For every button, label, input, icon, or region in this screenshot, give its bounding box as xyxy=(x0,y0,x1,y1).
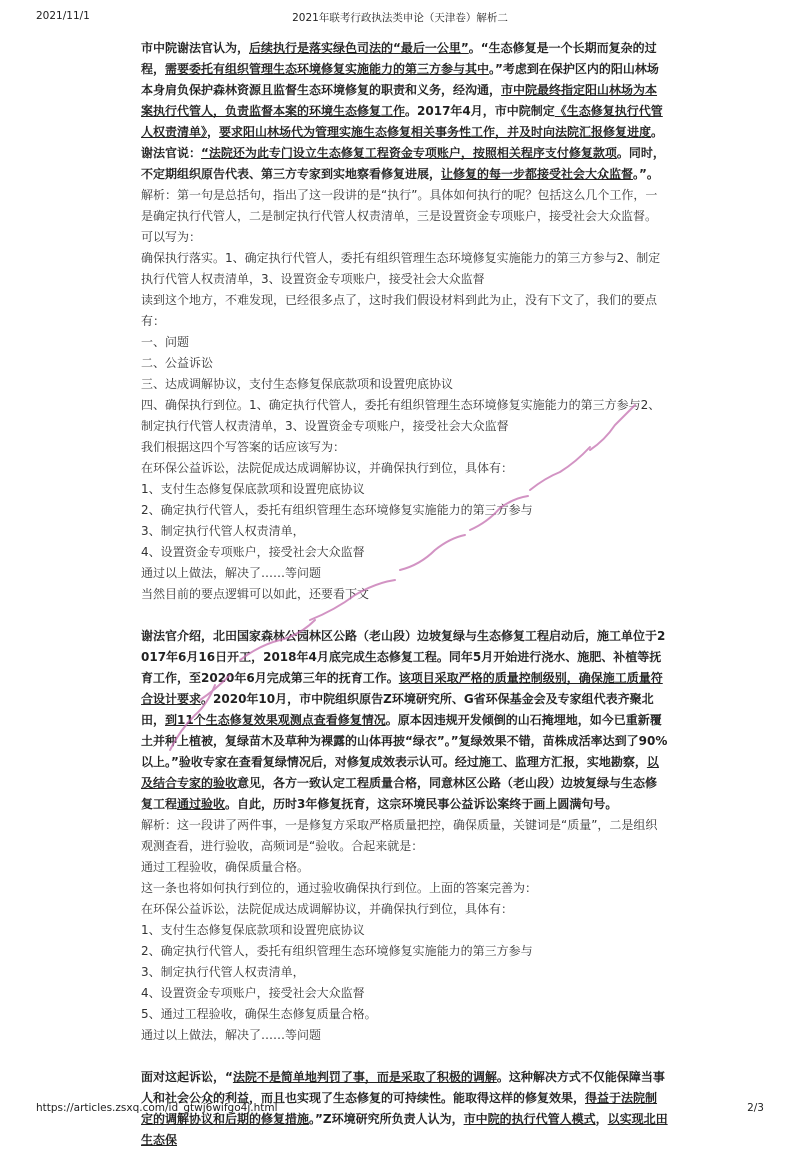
analysis-line: 读到这个地方，不难发现，已经很多点了，这时我们假设材料到此为止，没有下文了，我们的要点有： xyxy=(141,293,658,328)
paragraph-gap xyxy=(141,605,668,626)
analysis-line: 解析：这一段讲了两件事，一是修复方采取严格质量把控，确保质量，关键词是“质量”，二是组织观测查看，进行验收，高频词是“验收。合起来就是： xyxy=(141,818,658,853)
text-run: 。2017年4月，市中院制定 xyxy=(405,104,555,118)
material-paragraph-2 xyxy=(141,626,668,815)
page-url: https://articles.zsxq.com/id_gtwj6wifgo4j.html xyxy=(36,1102,278,1114)
analysis-line: 3、制定执行代管人权责清单， xyxy=(141,965,305,979)
paragraph-gap xyxy=(141,1046,668,1067)
analysis-line: 一、问题 xyxy=(141,335,190,349)
analysis-line: 在环保公益诉讼，法院促成达成调解协议，并确保执行到位，具体有： xyxy=(141,902,514,916)
analysis-line: 确保执行落实。1、确定执行代管人，委托有组织管理生态环境修复实施能力的第三方参与2、制定执行代管人权责清单，3、设置资金专项账户，接受社会大众监督 xyxy=(141,251,661,286)
text-run: 意见，各方一致认定工程质量合格，同意林区公路（老山段）边坡复绿与生态修复工程 xyxy=(141,776,658,811)
text-run: 。这种解决方式不仅能保障当事人和社会公众的利益，而且也实现了生态修复的可持续性。能取得这样的修复效果， xyxy=(141,1070,665,1105)
analysis-line: 1、支付生态修复保底款项和设置兜底协议 xyxy=(141,482,365,496)
underlined-key-phrase: 需要委托有组织管理生态环境修复实施能力的第三方参与其中 xyxy=(165,62,490,76)
text-run: 谢法官介绍，北田国家森林公园林区公路（老山段）边坡复绿与生态修复工程启动后，施工单位于2017年6月16日开工，2018年4月底完成生态修复工程。同年5月开始进行浇水、施肥、补植等抚育工作，至2020年6月完成第三年的抚育工作。 xyxy=(141,629,666,685)
analysis-line: 我们根据这四个写答案的话应该写为： xyxy=(141,440,346,454)
analysis-line: 5、通过工程验收，确保生态修复质量合格。 xyxy=(141,1007,377,1021)
material-paragraph-1 xyxy=(141,38,668,185)
analysis-line: 在环保公益诉讼，法院促成达成调解协议，并确保执行到位，具体有： xyxy=(141,461,514,475)
underlined-key-phrase: 得益于法院制定的调解协议和后期的修复措施 xyxy=(141,1091,658,1126)
analysis-line: 3、制定执行代管人权责清单， xyxy=(141,524,305,538)
page-number: 2/3 xyxy=(747,1102,764,1114)
underlined-key-phrase: 到11个生态修复效果观测点查看修复情况 xyxy=(165,713,386,727)
underlined-key-phrase: “法院还为此专门设立生态修复工程资金专项账户，按照相关程序支付修复款项 xyxy=(201,146,617,160)
analysis-line: 解析：第一句是总括句，指出了这一段讲的是“执行”。具体如何执行的呢？包括这么几个工作，一是确定执行代管人，二是制定执行代管人权责清单，三是设置资金专项账户，接受社会大众监督。可以写为： xyxy=(141,188,658,244)
text-run: 。自此，历时3年修复抚育，这宗环境民事公益诉讼案终于画上圆满句号。 xyxy=(225,797,618,811)
analysis-line: 4、设置资金专项账户，接受社会大众监督 xyxy=(141,545,365,559)
text-run: 。同时，不定期组织原告代表、第三方专家到实地察看修复进展， xyxy=(141,146,665,181)
underlined-key-phrase: 后续执行是落实绿色司法的“最后一公里” xyxy=(249,41,469,55)
text-run: ， xyxy=(595,1112,608,1126)
analysis-line: 2、确定执行代管人，委托有组织管理生态环境修复实施能力的第三方参与 xyxy=(141,944,533,958)
underlined-key-phrase: 要求阳山林场代为管理实施生态修复相关事务性工作，并及时向法院汇报修复进度 xyxy=(219,125,652,139)
text-run: 。”Z环境研究所负责人认为， xyxy=(309,1112,464,1126)
underlined-key-phrase: 市中院的执行代管人模式 xyxy=(463,1112,596,1126)
analysis-line: 2、确定执行代管人，委托有组织管理生态环境修复实施能力的第三方参与 xyxy=(141,503,533,517)
analysis-line: 当然目前的要点逻辑可以如此，还要看下文 xyxy=(141,587,370,601)
text-run: 面对这起诉讼，“ xyxy=(141,1070,233,1084)
text-run: 。“生态修复是一个长期而复杂的过程， xyxy=(141,41,657,76)
analysis-block-1 xyxy=(141,185,668,605)
underlined-key-phrase: 《生态修复执行代管人权责清单》 xyxy=(141,104,663,139)
text-run: 。原本因违规开发倾倒的山石掩埋地，如今已重新覆土并种上植被，复绿苗木及草种为裸露的山体再披“绿衣”。”复绿效果不错，苗株成活率达到了90%以上。”验收专家在查看复绿情况后，对修复成效表示认可。经过施工、监理方汇报，实地勘察， xyxy=(141,713,668,769)
analysis-line: 通过以上做法，解决了……等问题 xyxy=(141,1028,322,1042)
article-body xyxy=(141,38,668,1151)
text-run: ， xyxy=(207,125,220,139)
underlined-key-phrase: 该项目采取严格的质量控制级别，确保施工质量符合设计要求 xyxy=(141,671,663,706)
text-run: 。”考虑到在保护区内的阳山林场本身肩负保护森林资源且监督生态环境修复的职责和义务，经沟通， xyxy=(141,62,659,97)
analysis-line: 4、设置资金专项账户，接受社会大众监督 xyxy=(141,986,365,1000)
underlined-key-phrase: 以实现北田生态保 xyxy=(141,1112,668,1147)
text-run: 。2020年10月，市中院组织原告Z环境研究所、G省环保基金会及专家组代表齐聚北田， xyxy=(141,692,654,727)
text-run: 。”。 xyxy=(633,167,659,181)
underlined-key-phrase: 让修复的每一步都接受社会大众监督 xyxy=(441,167,634,181)
analysis-line: 这一条也将如何执行到位的，通过验收确保执行到位。上面的答案完善为： xyxy=(141,881,538,895)
page-header-title: 2021年联考行政执法类申论（天津卷）解析二 xyxy=(292,12,508,24)
text-run: 。谢法官说： xyxy=(141,125,664,160)
underlined-key-phrase: 市中院最终指定阳山林场为本案执行代管人，负责监督本案的环境生态修复工作 xyxy=(141,83,658,118)
analysis-line: 三、达成调解协议，支付生态修复保底款项和设置兜底协议 xyxy=(141,377,454,391)
underlined-key-phrase: 通过验收 xyxy=(177,797,226,811)
text-run: 市中院谢法官认为， xyxy=(141,41,250,55)
analysis-line: 1、支付生态修复保底款项和设置兜底协议 xyxy=(141,923,365,937)
analysis-line: 通过工程验收，确保质量合格。 xyxy=(141,860,310,874)
analysis-block-2 xyxy=(141,815,668,1046)
analysis-line: 二、公益诉讼 xyxy=(141,356,214,370)
underlined-key-phrase: 法院不是简单地判罚了事，而是采取了积极的调解 xyxy=(232,1070,497,1084)
analysis-line: 四、确保执行到位。1、确定执行代管人，委托有组织管理生态环境修复实施能力的第三方参与2、制定执行代管人权责清单，3、设置资金专项账户，接受社会大众监督 xyxy=(141,398,661,433)
analysis-line: 通过以上做法，解决了……等问题 xyxy=(141,566,322,580)
underlined-key-phrase: 以及结合专家的验收 xyxy=(141,755,659,790)
print-date: 2021/11/1 xyxy=(36,10,90,22)
